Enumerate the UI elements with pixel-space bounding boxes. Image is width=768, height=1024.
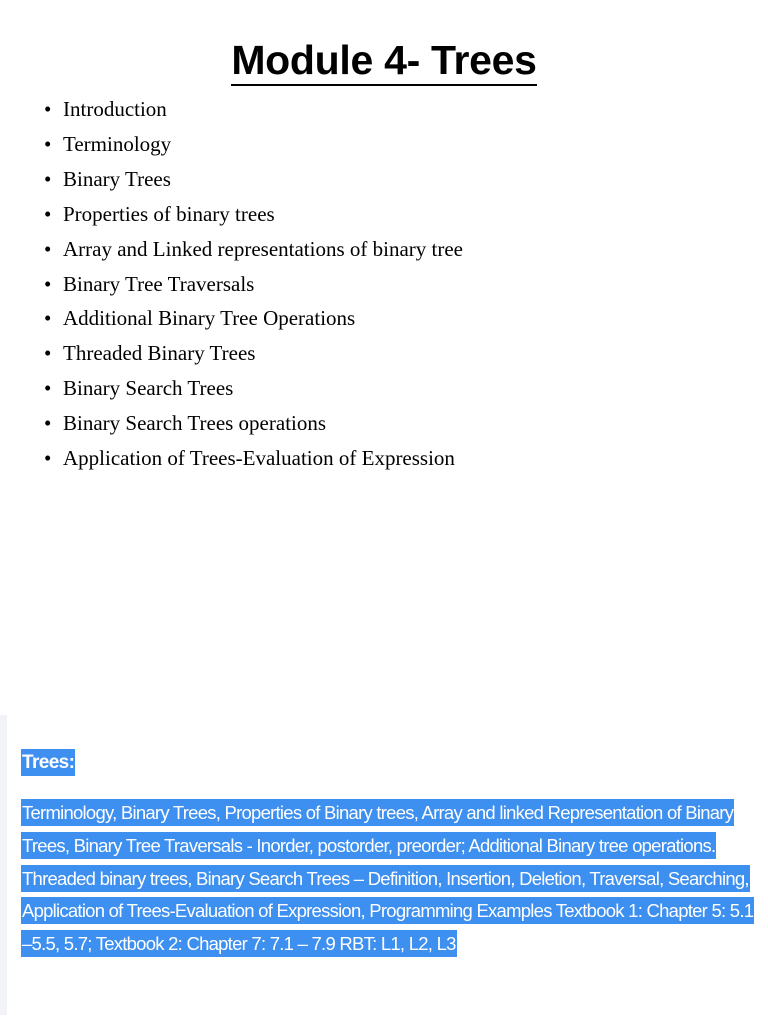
list-item-text: Application of Trees-Evaluation of Expression (63, 446, 455, 471)
list-item-text: Threaded Binary Trees (63, 341, 256, 366)
bullet-icon: • (44, 411, 52, 436)
syllabus-heading-text: Trees: (21, 749, 75, 776)
bullet-icon: • (44, 271, 52, 296)
bullet-icon: • (44, 306, 52, 331)
bullet-icon: • (44, 376, 52, 401)
syllabus-body (21, 797, 761, 961)
bullet-icon: • (44, 236, 52, 261)
left-edge-strip (0, 715, 7, 1015)
bullet-icon: • (44, 131, 52, 156)
page-title (0, 36, 768, 84)
list-item-text: Binary Search Trees (63, 376, 234, 401)
list-item (44, 336, 463, 371)
syllabus-heading (21, 743, 761, 783)
list-item-text: Terminology (63, 131, 172, 156)
list-item-text: Binary Trees (63, 166, 171, 191)
list-item-text: Properties of binary trees (63, 201, 275, 226)
list-item (44, 197, 463, 232)
topic-list (44, 92, 463, 476)
list-item-text: Binary Search Trees operations (63, 411, 327, 436)
bullet-icon: • (44, 201, 52, 226)
list-item (44, 441, 463, 476)
list-item (44, 371, 463, 406)
list-item-text: Additional Binary Tree Operations (63, 306, 356, 331)
page-title-text: Module 4- Trees (231, 37, 536, 86)
list-item (44, 232, 463, 267)
list-item (44, 92, 463, 127)
bullet-icon: • (44, 166, 52, 191)
syllabus-block[interactable] (21, 743, 761, 961)
list-item (44, 301, 463, 336)
list-item-text: Array and Linked representations of binary tree (63, 236, 464, 261)
list-item (44, 406, 463, 441)
list-item-text: Introduction (63, 97, 167, 121)
bullet-icon: • (44, 446, 52, 471)
list-item (44, 267, 463, 302)
syllabus-body-text: Terminology, Binary Trees, Properties of Binary trees, Array and linked Representation of Binary Trees, Binary Tree Traversals - Inorder, postorder, preorder; Additional Binary tree operations. Threaded binary trees, Binary Search Trees – Definition, Insertion, Deletion, Traversal, Searching, Application of Trees-Evaluation of Expression, Programming Examples Textbook 1: Chapter 5: 5.1 –5.5, 5.7; Textbook 2: Chapter 7: 7.1 – 7.9 RBT: L1, L2, L3 (21, 799, 754, 957)
list-item (44, 162, 463, 197)
bullet-icon: • (44, 97, 52, 121)
list-item-text: Binary Tree Traversals (63, 271, 255, 296)
bullet-icon: • (44, 341, 52, 366)
list-item (44, 127, 463, 162)
